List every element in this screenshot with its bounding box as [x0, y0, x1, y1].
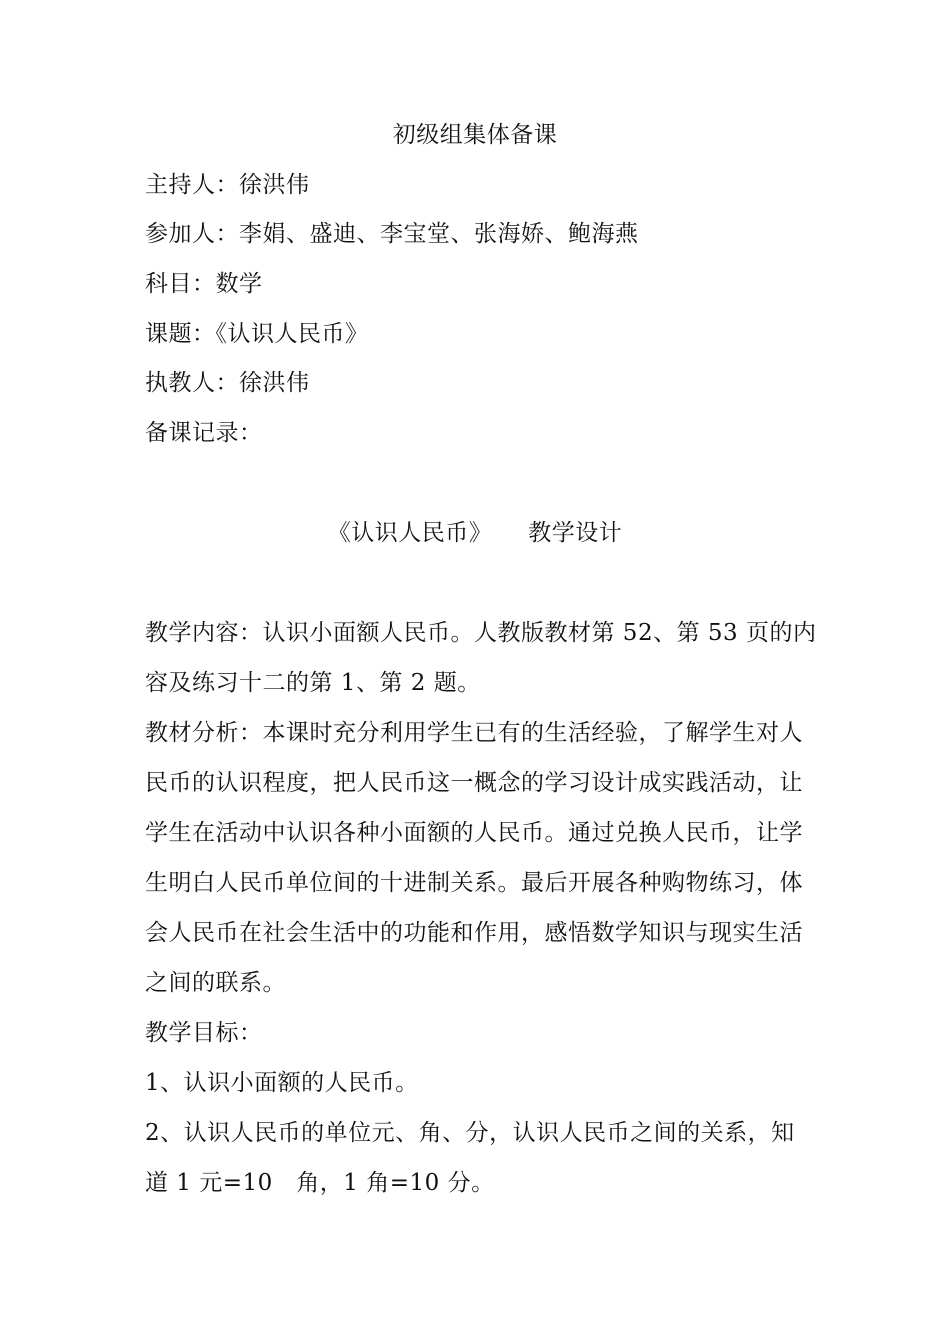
design-title-lesson: 《认识人民币》	[327, 520, 493, 546]
text-line: 教学内容：认识小面额人民币。人教版教材第 52、第 53 页的内	[145, 620, 817, 646]
text-line: 2、认识人民币的单位元、角、分，认识人民币之间的关系，知	[145, 1120, 795, 1146]
text-line: 民币的认识程度，把人民币这一概念的学习设计成实践活动，让	[145, 770, 803, 796]
text-line: 会人民币在社会生活中的功能和作用，感悟数学知识与现实生活	[145, 920, 803, 946]
participants-line: 参加人：李娟、盛迪、李宝堂、张海娇、鲍海燕	[145, 221, 639, 247]
teacher-line: 执教人：徐洪伟	[145, 370, 310, 396]
goal-item-1: 1、认识小面额的人民币。	[145, 1070, 419, 1096]
text-line: 之间的联系。	[145, 970, 286, 996]
host-line: 主持人：徐洪伟	[145, 172, 310, 198]
text-line: 容及练习十二的第 1、第 2 题。	[145, 670, 481, 696]
text-line: 生明白人民币单位间的十进制关系。最后开展各种购物练习，体	[145, 870, 803, 896]
document-heading: 初级组集体备课	[392, 122, 558, 148]
record-label: 备课记录：	[145, 420, 263, 446]
teaching-content-paragraph	[145, 618, 817, 718]
design-title-label: 教学设计	[528, 520, 623, 546]
teaching-goals-label: 教学目标：	[145, 1020, 263, 1046]
text-line: 学生在活动中认识各种小面额的人民币。通过兑换人民币，让学	[145, 820, 803, 846]
material-analysis-paragraph	[145, 718, 810, 1018]
text-line: 道 1 元=10 角，1 角=10 分。	[145, 1170, 495, 1196]
text-line: 教材分析：本课时充分利用学生已有的生活经验，了解学生对人	[145, 720, 803, 746]
goal-item-2	[145, 1118, 810, 1218]
design-title	[0, 518, 950, 548]
subject-line: 科目：数学	[145, 271, 263, 297]
topic-line: 课题：《认识人民币》	[145, 321, 369, 347]
